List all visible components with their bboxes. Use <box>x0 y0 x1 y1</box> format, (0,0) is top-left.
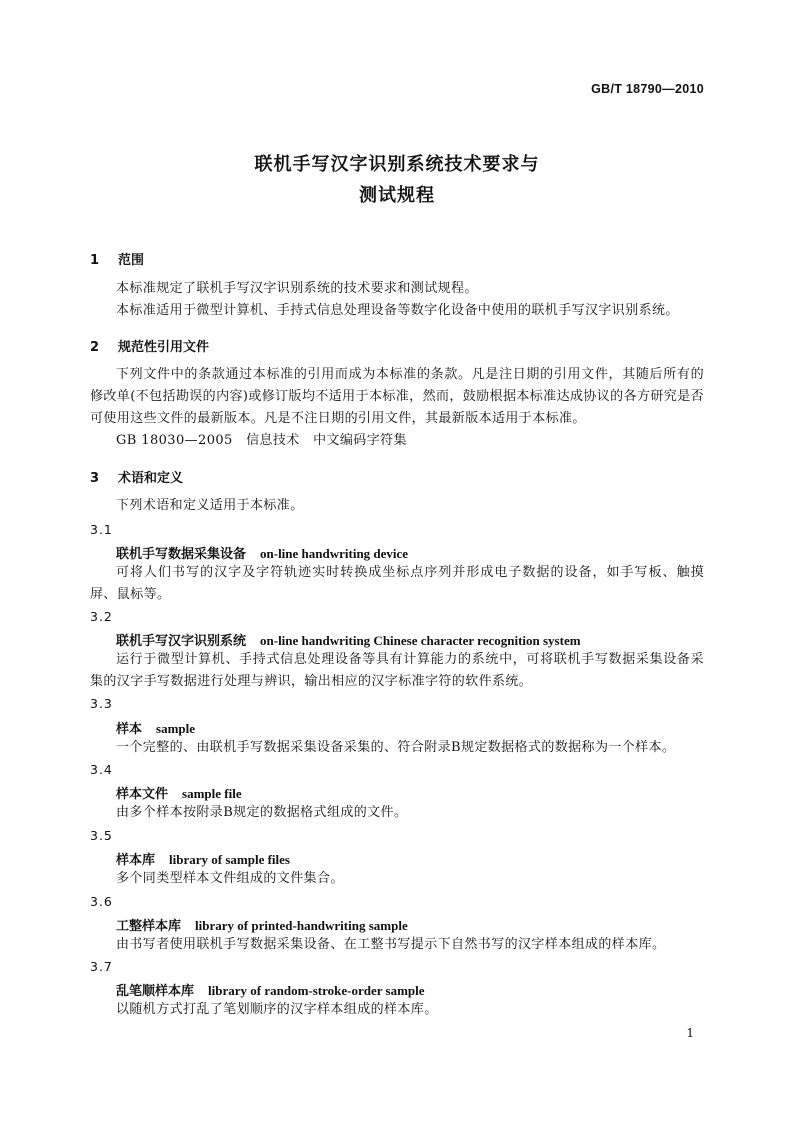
term-chinese: 样本文件 <box>116 787 169 802</box>
term-heading <box>116 783 242 802</box>
term-heading <box>116 849 290 868</box>
term-english: on-line handwriting Chinese character recognition system <box>260 633 581 648</box>
term-definition: 由多个样本按附录B规定的数据格式组成的文件。 <box>116 805 408 820</box>
term-number: 3.3 <box>90 696 113 711</box>
term-definition: 一个完整的、由联机手写数据采集设备采集的、符合附录B规定数据格式的数据称为一个样本。 <box>116 740 676 755</box>
term-chinese: 样本库 <box>116 853 156 868</box>
paragraph: 本标准适用于微型计算机、手持式信息处理设备等数字化设备中使用的联机手写汉字识别系统。 <box>116 303 679 318</box>
document-title-line-2: 测试规程 <box>359 185 435 206</box>
term-chinese: 联机手写数据采集设备 <box>116 547 247 562</box>
section-number: 2 <box>90 340 100 355</box>
term-number: 3.7 <box>90 959 113 974</box>
term-english: library of printed-handwriting sample <box>195 918 408 933</box>
section-title: 规范性引用文件 <box>118 340 210 355</box>
section-heading-normative-references <box>90 336 209 355</box>
term-chinese: 样本 <box>116 722 143 737</box>
term-number: 3.6 <box>90 894 113 909</box>
section-number: 1 <box>90 253 100 268</box>
term-english: sample file <box>182 786 242 801</box>
section-heading-scope <box>90 249 144 268</box>
term-number: 3.2 <box>90 609 113 624</box>
section-title: 范围 <box>118 253 145 268</box>
term-heading <box>116 980 425 999</box>
term-english: library of sample files <box>169 852 290 867</box>
term-definition: 由书写者使用联机手写数据采集设备、在工整书写提示下自然书写的汉字样本组成的样本库。 <box>116 937 666 952</box>
section-number: 3 <box>90 471 100 486</box>
term-definition: 可将人们书写的汉字及字符轨迹实时转换成坐标点序列并形成电子数据的设备，如手写板、触摸屏、鼠标等。 <box>90 565 704 602</box>
page-number: 1 <box>686 1026 694 1040</box>
paragraph: 本标准规定了联机手写汉字识别系统的技术要求和测试规程。 <box>116 281 478 296</box>
term-chinese: 联机手写汉字识别系统 <box>116 634 247 649</box>
term-chinese: 乱笔顺样本库 <box>116 984 195 999</box>
term-number: 3.5 <box>90 828 113 843</box>
section-heading-terms <box>90 467 183 486</box>
term-english: on-line handwriting device <box>260 546 409 561</box>
term-english: sample <box>156 721 196 736</box>
term-chinese: 工整样本库 <box>116 919 182 934</box>
term-heading <box>116 718 195 737</box>
term-definition: 多个同类型样本文件组成的文件集合。 <box>116 871 344 886</box>
term-heading <box>116 543 408 562</box>
paragraph: 下列文件中的条款通过本标准的引用而成为本标准的条款。凡是注日期的引用文件，其随后所有的修改单(不包括勘误的内容)或修订版均不适用于本标准，然而，鼓励根据本标准达成协议的各方研究是否可使用这些文件的最新版本。凡是不注日期的引用文件，其最新版本适用于本标准。 <box>90 367 704 426</box>
term-number: 3.1 <box>90 522 113 537</box>
standard-code: GB/T 18790—2010 <box>591 82 704 96</box>
term-definition: 运行于微型计算机、手持式信息处理设备等具有计算能力的系统中，可将联机手写数据采集设备采集的汉字手写数据进行处理与辨识，输出相应的汉字标准字符的软件系统。 <box>90 652 704 689</box>
paragraph: 下列术语和定义适用于本标准。 <box>116 498 304 513</box>
document-title-line-1: 联机手写汉字识别系统技术要求与 <box>254 154 540 175</box>
term-definition: 以随机方式打乱了笔划顺序的汉字样本组成的样本库。 <box>116 1002 438 1017</box>
section-title: 术语和定义 <box>118 471 184 486</box>
term-heading <box>116 630 581 649</box>
term-number: 3.4 <box>90 762 113 777</box>
term-english: library of random-stroke-order sample <box>208 983 425 998</box>
reference-entry: GB 18030—2005 信息技术 中文编码字符集 <box>116 433 407 448</box>
term-heading <box>116 915 408 934</box>
